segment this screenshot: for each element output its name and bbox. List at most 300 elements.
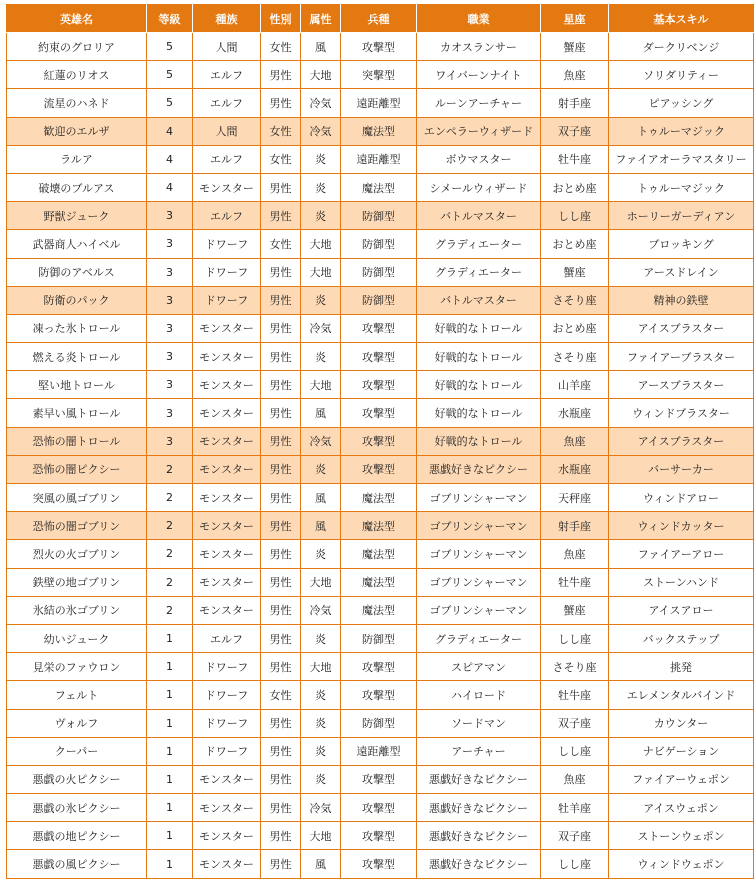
- job-cell: ボウマスター: [417, 145, 541, 173]
- skill-cell: ソリダリティー: [609, 61, 754, 89]
- race-cell: モンスター: [193, 568, 261, 596]
- job-cell: バトルマスター: [417, 286, 541, 314]
- level-cell: 3: [147, 371, 193, 399]
- sign-cell: 牡羊座: [541, 794, 609, 822]
- race-cell: エルフ: [193, 624, 261, 652]
- sign-cell: しし座: [541, 850, 609, 878]
- level-cell: 1: [147, 653, 193, 681]
- job-cell: ゴブリンシャーマン: [417, 596, 541, 624]
- table-row: [7, 230, 754, 258]
- level-cell: 2: [147, 596, 193, 624]
- skill-cell: ファイアーブラスター: [609, 343, 754, 371]
- race-cell: ドワーフ: [193, 258, 261, 286]
- element-cell: 風: [301, 399, 341, 427]
- job-cell: シメールウィザード: [417, 173, 541, 201]
- race-cell: ドワーフ: [193, 737, 261, 765]
- gender-cell: 男性: [261, 568, 301, 596]
- element-cell: 炎: [301, 173, 341, 201]
- gender-cell: 男性: [261, 624, 301, 652]
- level-cell: 3: [147, 314, 193, 342]
- race-cell: エルフ: [193, 89, 261, 117]
- skill-cell: ナビゲーション: [609, 737, 754, 765]
- hero-name-cell: 悪戯の氷ピクシー: [7, 794, 147, 822]
- unit-type-cell: 攻撃型: [341, 653, 417, 681]
- hero-name-cell: 素早い風トロール: [7, 399, 147, 427]
- unit-type-cell: 防御型: [341, 709, 417, 737]
- gender-cell: 男性: [261, 653, 301, 681]
- race-cell: モンスター: [193, 540, 261, 568]
- element-cell: 冷気: [301, 596, 341, 624]
- element-cell: 炎: [301, 286, 341, 314]
- level-cell: 3: [147, 230, 193, 258]
- level-cell: 1: [147, 709, 193, 737]
- hero-name-cell: 悪戯の火ピクシー: [7, 765, 147, 793]
- level-cell: 3: [147, 258, 193, 286]
- unit-type-cell: 攻撃型: [341, 314, 417, 342]
- skill-cell: アースブラスター: [609, 371, 754, 399]
- hero-name-cell: 防御のアベルス: [7, 258, 147, 286]
- sign-cell: 牡牛座: [541, 681, 609, 709]
- skill-cell: バックステップ: [609, 624, 754, 652]
- unit-type-cell: 攻撃型: [341, 427, 417, 455]
- race-cell: モンスター: [193, 173, 261, 201]
- sign-cell: 水瓶座: [541, 455, 609, 483]
- skill-cell: ウィンドアロー: [609, 484, 754, 512]
- sign-cell: 射手座: [541, 512, 609, 540]
- table-row: [7, 709, 754, 737]
- hero-name-cell: 悪戯の風ピクシー: [7, 850, 147, 878]
- table-row: [7, 145, 754, 173]
- skill-cell: ダークリベンジ: [609, 33, 754, 61]
- level-cell: 1: [147, 737, 193, 765]
- sign-cell: 双子座: [541, 117, 609, 145]
- unit-type-cell: 防御型: [341, 202, 417, 230]
- job-cell: バトルマスター: [417, 202, 541, 230]
- level-cell: 3: [147, 343, 193, 371]
- sign-cell: 牡牛座: [541, 145, 609, 173]
- gender-cell: 女性: [261, 117, 301, 145]
- race-cell: モンスター: [193, 765, 261, 793]
- table-row: [7, 737, 754, 765]
- skill-cell: 精神の鉄壁: [609, 286, 754, 314]
- race-cell: ドワーフ: [193, 653, 261, 681]
- job-cell: 好戦的なトロール: [417, 371, 541, 399]
- race-cell: モンスター: [193, 371, 261, 399]
- table-row: [7, 512, 754, 540]
- hero-name-cell: 烈火の火ゴブリン: [7, 540, 147, 568]
- skill-cell: ウィンドカッター: [609, 512, 754, 540]
- skill-cell: バーサーカー: [609, 455, 754, 483]
- skill-cell: カウンター: [609, 709, 754, 737]
- race-cell: ドワーフ: [193, 230, 261, 258]
- element-cell: 炎: [301, 540, 341, 568]
- header-element: 属性: [301, 5, 341, 33]
- sign-cell: しし座: [541, 737, 609, 765]
- level-cell: 4: [147, 117, 193, 145]
- race-cell: モンスター: [193, 455, 261, 483]
- header-level: 等級: [147, 5, 193, 33]
- table-row: [7, 794, 754, 822]
- element-cell: 炎: [301, 202, 341, 230]
- element-cell: 風: [301, 850, 341, 878]
- table-row: [7, 89, 754, 117]
- unit-type-cell: 魔法型: [341, 540, 417, 568]
- hero-name-cell: 悪戯の地ピクシー: [7, 822, 147, 850]
- element-cell: 風: [301, 33, 341, 61]
- unit-type-cell: 攻撃型: [341, 399, 417, 427]
- element-cell: 炎: [301, 455, 341, 483]
- hero-name-cell: 紅蓮のリオス: [7, 61, 147, 89]
- unit-type-cell: 魔法型: [341, 596, 417, 624]
- sign-cell: 魚座: [541, 427, 609, 455]
- unit-type-cell: 攻撃型: [341, 343, 417, 371]
- unit-type-cell: 防御型: [341, 258, 417, 286]
- unit-type-cell: 攻撃型: [341, 681, 417, 709]
- header-gender: 性別: [261, 5, 301, 33]
- level-cell: 1: [147, 794, 193, 822]
- job-cell: 悪戯好きなピクシー: [417, 794, 541, 822]
- unit-type-cell: 攻撃型: [341, 822, 417, 850]
- skill-cell: アイスブラスター: [609, 427, 754, 455]
- header-row: [7, 5, 754, 33]
- skill-cell: ピアッシング: [609, 89, 754, 117]
- hero-name-cell: 破壊のブルアス: [7, 173, 147, 201]
- unit-type-cell: 魔法型: [341, 568, 417, 596]
- element-cell: 炎: [301, 681, 341, 709]
- hero-name-cell: 幼いジューク: [7, 624, 147, 652]
- job-cell: 好戦的なトロール: [417, 343, 541, 371]
- gender-cell: 男性: [261, 596, 301, 624]
- level-cell: 1: [147, 765, 193, 793]
- gender-cell: 女性: [261, 681, 301, 709]
- sign-cell: さそり座: [541, 653, 609, 681]
- skill-cell: アイスウェポン: [609, 794, 754, 822]
- job-cell: 悪戯好きなピクシー: [417, 850, 541, 878]
- job-cell: 悪戯好きなピクシー: [417, 455, 541, 483]
- skill-cell: ファイアオーラマスタリー: [609, 145, 754, 173]
- skill-cell: アイスブラスター: [609, 314, 754, 342]
- level-cell: 2: [147, 540, 193, 568]
- race-cell: モンスター: [193, 343, 261, 371]
- race-cell: モンスター: [193, 850, 261, 878]
- gender-cell: 男性: [261, 765, 301, 793]
- unit-type-cell: 防御型: [341, 624, 417, 652]
- sign-cell: 蟹座: [541, 258, 609, 286]
- skill-cell: ウィンドウェポン: [609, 850, 754, 878]
- hero-name-cell: 防衛のパック: [7, 286, 147, 314]
- gender-cell: 男性: [261, 258, 301, 286]
- unit-type-cell: 魔法型: [341, 173, 417, 201]
- element-cell: 大地: [301, 371, 341, 399]
- level-cell: 4: [147, 145, 193, 173]
- element-cell: 大地: [301, 568, 341, 596]
- table-row: [7, 371, 754, 399]
- element-cell: 冷気: [301, 314, 341, 342]
- job-cell: ゴブリンシャーマン: [417, 568, 541, 596]
- element-cell: 炎: [301, 145, 341, 173]
- element-cell: 風: [301, 484, 341, 512]
- header-name: 英雄名: [7, 5, 147, 33]
- job-cell: ハイロード: [417, 681, 541, 709]
- sign-cell: 水瓶座: [541, 399, 609, 427]
- hero-name-cell: 鉄壁の地ゴブリン: [7, 568, 147, 596]
- table-row: [7, 314, 754, 342]
- gender-cell: 男性: [261, 427, 301, 455]
- table-body: [7, 33, 754, 879]
- skill-cell: ホーリーガーディアン: [609, 202, 754, 230]
- skill-cell: ファイアーアロー: [609, 540, 754, 568]
- hero-name-cell: ラルア: [7, 145, 147, 173]
- gender-cell: 女性: [261, 33, 301, 61]
- gender-cell: 男性: [261, 399, 301, 427]
- race-cell: ドワーフ: [193, 681, 261, 709]
- unit-type-cell: 攻撃型: [341, 455, 417, 483]
- sign-cell: 射手座: [541, 89, 609, 117]
- hero-name-cell: 野獣ジューク: [7, 202, 147, 230]
- race-cell: モンスター: [193, 399, 261, 427]
- unit-type-cell: 攻撃型: [341, 850, 417, 878]
- hero-name-cell: 凍った氷トロール: [7, 314, 147, 342]
- sign-cell: 双子座: [541, 822, 609, 850]
- unit-type-cell: 遠距離型: [341, 89, 417, 117]
- hero-name-cell: 突風の風ゴブリン: [7, 484, 147, 512]
- job-cell: アーチャー: [417, 737, 541, 765]
- table-row: [7, 653, 754, 681]
- job-cell: 好戦的なトロール: [417, 314, 541, 342]
- unit-type-cell: 魔法型: [341, 117, 417, 145]
- gender-cell: 男性: [261, 286, 301, 314]
- table-row: [7, 399, 754, 427]
- sign-cell: 双子座: [541, 709, 609, 737]
- table-row: [7, 343, 754, 371]
- sign-cell: 蟹座: [541, 596, 609, 624]
- element-cell: 炎: [301, 709, 341, 737]
- hero-name-cell: 恐怖の闇ゴブリン: [7, 512, 147, 540]
- hero-name-cell: 恐怖の闇トロール: [7, 427, 147, 455]
- table-row: [7, 33, 754, 61]
- race-cell: モンスター: [193, 596, 261, 624]
- element-cell: 冷気: [301, 794, 341, 822]
- header-job: 職業: [417, 5, 541, 33]
- unit-type-cell: 遠距離型: [341, 737, 417, 765]
- element-cell: 大地: [301, 230, 341, 258]
- sign-cell: 蟹座: [541, 33, 609, 61]
- race-cell: エルフ: [193, 145, 261, 173]
- hero-name-cell: 氷結の氷ゴブリン: [7, 596, 147, 624]
- table-row: [7, 202, 754, 230]
- sign-cell: 牡牛座: [541, 568, 609, 596]
- sign-cell: 天秤座: [541, 484, 609, 512]
- gender-cell: 男性: [261, 371, 301, 399]
- hero-name-cell: 歓迎のエルザ: [7, 117, 147, 145]
- race-cell: モンスター: [193, 512, 261, 540]
- header-race: 種族: [193, 5, 261, 33]
- hero-name-cell: フェルト: [7, 681, 147, 709]
- header-skill: 基本スキル: [609, 5, 754, 33]
- table-row: [7, 681, 754, 709]
- level-cell: 5: [147, 33, 193, 61]
- unit-type-cell: 攻撃型: [341, 371, 417, 399]
- hero-name-cell: 武器商人ハイベル: [7, 230, 147, 258]
- table-row: [7, 455, 754, 483]
- job-cell: グラディエーター: [417, 258, 541, 286]
- table-row: [7, 850, 754, 878]
- gender-cell: 男性: [261, 455, 301, 483]
- element-cell: 大地: [301, 258, 341, 286]
- gender-cell: 男性: [261, 794, 301, 822]
- unit-type-cell: 防御型: [341, 230, 417, 258]
- job-cell: ソードマン: [417, 709, 541, 737]
- gender-cell: 男性: [261, 89, 301, 117]
- job-cell: 好戦的なトロール: [417, 427, 541, 455]
- gender-cell: 男性: [261, 822, 301, 850]
- gender-cell: 男性: [261, 202, 301, 230]
- hero-name-cell: 恐怖の闇ピクシー: [7, 455, 147, 483]
- unit-type-cell: 遠距離型: [341, 145, 417, 173]
- element-cell: 炎: [301, 624, 341, 652]
- element-cell: 炎: [301, 765, 341, 793]
- race-cell: モンスター: [193, 484, 261, 512]
- unit-type-cell: 攻撃型: [341, 765, 417, 793]
- hero-name-cell: 燃える炎トロール: [7, 343, 147, 371]
- job-cell: ゴブリンシャーマン: [417, 512, 541, 540]
- table-row: [7, 258, 754, 286]
- header-sign: 星座: [541, 5, 609, 33]
- sign-cell: 山羊座: [541, 371, 609, 399]
- gender-cell: 男性: [261, 512, 301, 540]
- sign-cell: おとめ座: [541, 314, 609, 342]
- element-cell: 炎: [301, 343, 341, 371]
- sign-cell: しし座: [541, 624, 609, 652]
- element-cell: 大地: [301, 653, 341, 681]
- gender-cell: 男性: [261, 737, 301, 765]
- table-row: [7, 822, 754, 850]
- job-cell: エンペラーウィザード: [417, 117, 541, 145]
- level-cell: 1: [147, 624, 193, 652]
- table-row: [7, 427, 754, 455]
- level-cell: 1: [147, 822, 193, 850]
- level-cell: 2: [147, 484, 193, 512]
- sign-cell: しし座: [541, 202, 609, 230]
- sign-cell: 魚座: [541, 61, 609, 89]
- skill-cell: ストーンハンド: [609, 568, 754, 596]
- job-cell: カオスランサー: [417, 33, 541, 61]
- table-row: [7, 765, 754, 793]
- table-row: [7, 624, 754, 652]
- race-cell: モンスター: [193, 427, 261, 455]
- skill-cell: ブロッキング: [609, 230, 754, 258]
- hero-name-cell: クーパー: [7, 737, 147, 765]
- skill-cell: 挑発: [609, 653, 754, 681]
- table-row: [7, 568, 754, 596]
- gender-cell: 男性: [261, 709, 301, 737]
- hero-name-cell: 堅い地トロール: [7, 371, 147, 399]
- gender-cell: 男性: [261, 61, 301, 89]
- race-cell: 人間: [193, 33, 261, 61]
- skill-cell: ファイアーウェポン: [609, 765, 754, 793]
- gender-cell: 男性: [261, 850, 301, 878]
- job-cell: 悪戯好きなピクシー: [417, 765, 541, 793]
- table-row: [7, 117, 754, 145]
- skill-cell: ストーンウェポン: [609, 822, 754, 850]
- job-cell: スピアマン: [417, 653, 541, 681]
- level-cell: 3: [147, 427, 193, 455]
- race-cell: エルフ: [193, 202, 261, 230]
- race-cell: モンスター: [193, 794, 261, 822]
- gender-cell: 女性: [261, 230, 301, 258]
- skill-cell: エレメンタルバインド: [609, 681, 754, 709]
- sign-cell: おとめ座: [541, 173, 609, 201]
- skill-cell: トゥルーマジック: [609, 117, 754, 145]
- level-cell: 4: [147, 173, 193, 201]
- gender-cell: 男性: [261, 314, 301, 342]
- element-cell: 大地: [301, 822, 341, 850]
- level-cell: 1: [147, 850, 193, 878]
- level-cell: 1: [147, 681, 193, 709]
- race-cell: ドワーフ: [193, 709, 261, 737]
- gender-cell: 男性: [261, 484, 301, 512]
- level-cell: 2: [147, 568, 193, 596]
- job-cell: ゴブリンシャーマン: [417, 540, 541, 568]
- table-row: [7, 596, 754, 624]
- sign-cell: おとめ座: [541, 230, 609, 258]
- race-cell: エルフ: [193, 61, 261, 89]
- element-cell: 冷気: [301, 89, 341, 117]
- job-cell: グラディエーター: [417, 230, 541, 258]
- header-unit-type: 兵種: [341, 5, 417, 33]
- unit-type-cell: 魔法型: [341, 484, 417, 512]
- element-cell: 風: [301, 512, 341, 540]
- level-cell: 3: [147, 286, 193, 314]
- element-cell: 大地: [301, 61, 341, 89]
- element-cell: 冷気: [301, 117, 341, 145]
- level-cell: 3: [147, 399, 193, 427]
- level-cell: 3: [147, 202, 193, 230]
- hero-name-cell: 流星のハネド: [7, 89, 147, 117]
- element-cell: 炎: [301, 737, 341, 765]
- job-cell: 好戦的なトロール: [417, 399, 541, 427]
- unit-type-cell: 攻撃型: [341, 33, 417, 61]
- hero-name-cell: 約束のグロリア: [7, 33, 147, 61]
- sign-cell: さそり座: [541, 343, 609, 371]
- gender-cell: 男性: [261, 540, 301, 568]
- table-row: [7, 173, 754, 201]
- gender-cell: 女性: [261, 145, 301, 173]
- gender-cell: 男性: [261, 173, 301, 201]
- sign-cell: 魚座: [541, 540, 609, 568]
- unit-type-cell: 魔法型: [341, 512, 417, 540]
- skill-cell: トゥルーマジック: [609, 173, 754, 201]
- sign-cell: 魚座: [541, 765, 609, 793]
- level-cell: 2: [147, 512, 193, 540]
- table-row: [7, 61, 754, 89]
- level-cell: 5: [147, 89, 193, 117]
- race-cell: モンスター: [193, 314, 261, 342]
- job-cell: ルーンアーチャー: [417, 89, 541, 117]
- hero-table: [6, 4, 754, 879]
- race-cell: 人間: [193, 117, 261, 145]
- table-row: [7, 286, 754, 314]
- level-cell: 2: [147, 455, 193, 483]
- unit-type-cell: 攻撃型: [341, 794, 417, 822]
- sign-cell: さそり座: [541, 286, 609, 314]
- hero-name-cell: 見栄のファウロン: [7, 653, 147, 681]
- race-cell: ドワーフ: [193, 286, 261, 314]
- gender-cell: 男性: [261, 343, 301, 371]
- level-cell: 5: [147, 61, 193, 89]
- skill-cell: アースドレイン: [609, 258, 754, 286]
- element-cell: 冷気: [301, 427, 341, 455]
